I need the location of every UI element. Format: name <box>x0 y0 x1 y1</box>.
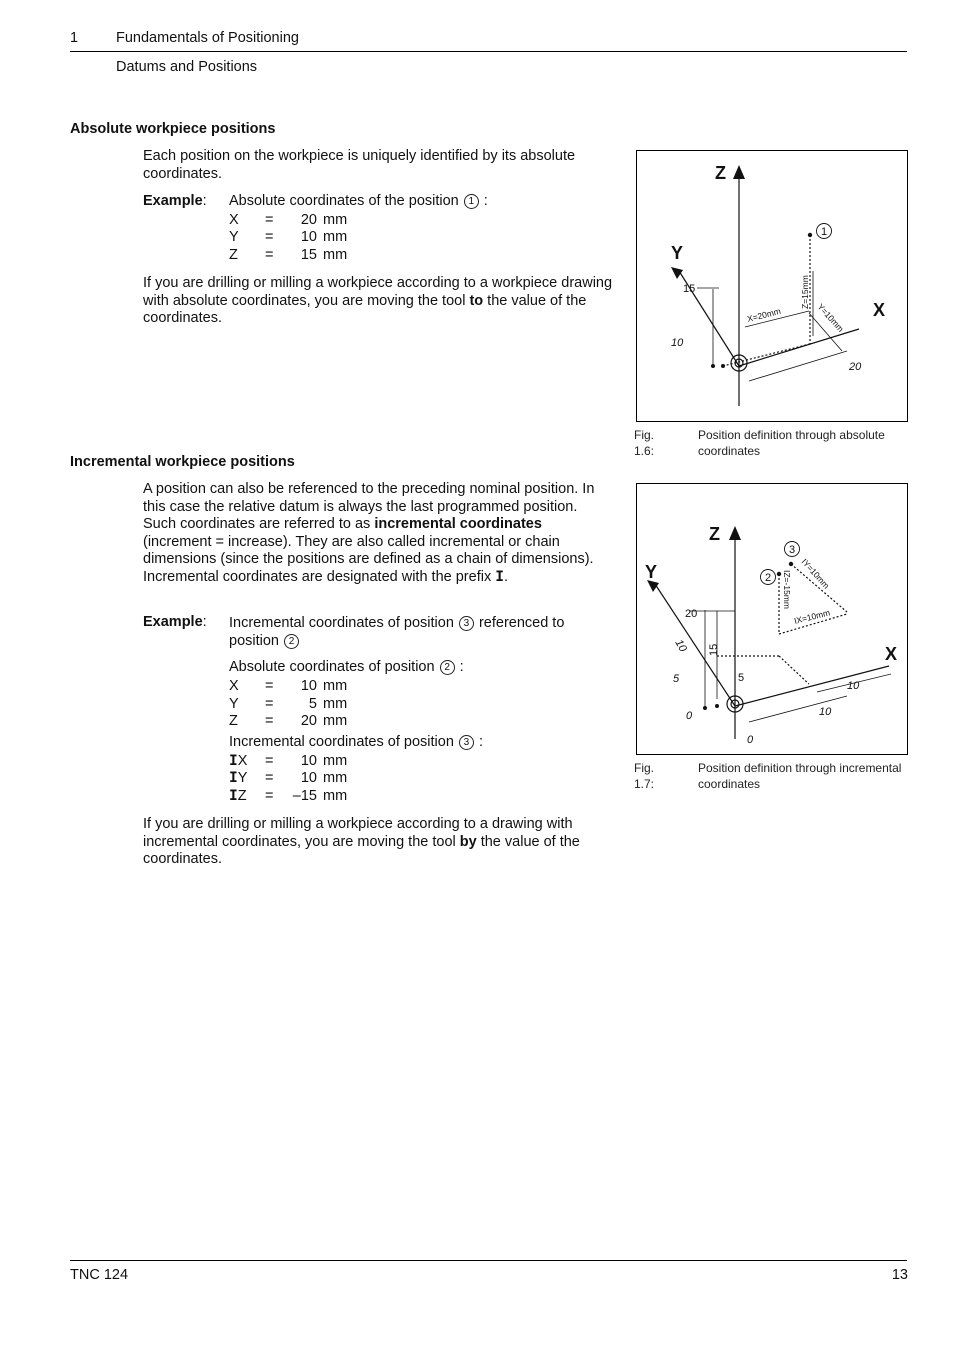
coord-unit: mm <box>323 713 348 729</box>
example-text: Incremental coordinates of position <box>229 615 454 631</box>
coord-axis: Y <box>237 770 248 786</box>
dim-iz: IZ=-15mm <box>782 570 792 609</box>
caption-text: Position definition through absolute coordinates <box>698 428 885 458</box>
page-number: 13 <box>891 1267 908 1283</box>
coord-eq: = <box>265 770 274 786</box>
coord-unit: mm <box>323 212 348 228</box>
intro-bold: incremental coordinates <box>374 516 542 532</box>
abs-coord-x <box>229 212 347 230</box>
axis-label-y: Y <box>671 243 684 263</box>
axis-label-x: X <box>873 300 886 320</box>
abs-label-text: Absolute coordinates of position <box>229 659 435 675</box>
tick-20: 20 <box>685 608 698 620</box>
coord-unit: mm <box>323 247 348 263</box>
position-ref: 2 <box>284 634 299 649</box>
dim-ix: IX=10mm <box>793 607 832 626</box>
caption-number: Fig. 1.7: <box>634 761 655 791</box>
chapter-number: 1 <box>70 30 79 46</box>
coord-axis: X <box>229 678 239 694</box>
axis-label-z: Z <box>715 163 726 183</box>
axis-label-y: Y <box>645 562 658 582</box>
coord-eq: = <box>265 713 274 729</box>
position-ref: 2 <box>440 660 455 675</box>
header-rule <box>70 51 907 52</box>
abs-coords-label: Absolute coordinates of position 2 : <box>229 659 464 675</box>
coord-value: 10 <box>300 770 317 786</box>
coord-axis: X <box>229 212 239 228</box>
inc-label-text: Incremental coordinates of position <box>229 734 454 750</box>
position-ref: 3 <box>459 616 474 631</box>
dim-z: Z=15mm <box>800 275 810 309</box>
incremental-prefix: I <box>229 788 238 804</box>
footer-product: TNC 124 <box>70 1267 129 1283</box>
outro-text: If you are drilling or milling a workpiece according to a drawing with incremental coordinates, you are moving the tool <box>143 816 573 850</box>
axis-label-x: X <box>885 644 898 664</box>
absolute-outro <box>143 275 613 328</box>
outro-bold: by <box>459 833 477 850</box>
point-2-label: 2 <box>764 572 772 584</box>
coord-unit: mm <box>323 696 348 712</box>
inc-coords-label: Incremental coordinates of position 3 : <box>229 734 483 750</box>
incremental-prefix: I <box>495 568 504 585</box>
abs-coord-z <box>229 247 347 265</box>
incremental-outro <box>143 816 613 869</box>
absolute-intro: Each position on the workpiece is uniquely identified by its absolute coordinates. <box>143 148 576 182</box>
caption-number: Fig. 1.6: <box>634 428 655 458</box>
coord-axis: Y <box>229 229 239 245</box>
coord-value: –15 <box>292 788 317 804</box>
coord-value: 10 <box>300 753 317 769</box>
dim-iy: IY=10mm <box>799 556 832 591</box>
figure-absolute-diagram <box>637 151 907 421</box>
section-title: Datums and Positions <box>116 59 258 75</box>
outro-text-end: the value of the coordinates. <box>143 292 587 326</box>
dim-x: X=20mm <box>746 305 782 324</box>
tick-20: 20 <box>849 361 862 373</box>
absolute-example-label: Example: <box>143 193 207 209</box>
position-ref: 1 <box>464 194 479 209</box>
coord-eq: = <box>265 696 274 712</box>
coord-eq: = <box>265 229 274 245</box>
intro-text-end: (increment = increase). They are also called incremental or chain dimensions (since the positions are defined as a chain of dimensions). Incremental coordinates are designated with the prefix <box>143 533 594 585</box>
example-text-b: referenced to position <box>229 615 565 649</box>
outro-text: If you are drilling or milling a workpiece according to a workpiece drawing with absolute coordinates, you are moving the tool <box>143 275 613 309</box>
coord-eq: = <box>265 247 274 263</box>
coord-unit: mm <box>323 229 348 245</box>
chapter-title: Fundamentals of Positioning <box>116 30 299 46</box>
coord-unit: mm <box>323 788 348 804</box>
coord-eq: = <box>265 212 274 228</box>
figure-absolute <box>636 150 908 422</box>
tick-10-x-a: 10 <box>847 680 860 692</box>
absolute-example-text: Absolute coordinates of the position 1 : <box>229 193 488 209</box>
figure-incremental <box>636 483 908 755</box>
coord-axis: Z <box>229 247 238 263</box>
example-label: Example <box>143 193 203 209</box>
point-3-label: 3 <box>788 544 796 556</box>
caption-text: Position definition through incremental coordinates <box>698 761 902 791</box>
coord-unit: mm <box>323 753 348 769</box>
coord-eq: = <box>265 788 274 804</box>
incremental-example-text <box>229 614 613 650</box>
incremental-heading: Incremental workpiece positions <box>70 454 295 470</box>
incremental-prefix: I <box>229 770 238 786</box>
coord-eq: = <box>265 753 274 769</box>
footer-rule <box>70 1260 907 1261</box>
coord-value: 10 <box>300 678 317 694</box>
position-ref: 3 <box>459 735 474 750</box>
coord-value: 20 <box>300 713 317 729</box>
point-1-label: 1 <box>820 226 828 238</box>
tick-0-a: 0 <box>686 710 693 722</box>
inc-abs-coord-y <box>229 696 347 714</box>
outro-text-end: the value of the coordinates. <box>143 833 580 867</box>
coord-axis: Z <box>237 788 247 804</box>
incremental-prefix: I <box>229 753 238 769</box>
coord-unit: mm <box>323 770 348 786</box>
example-text: Absolute coordinates of the position <box>229 193 459 209</box>
coord-value: 5 <box>308 696 317 712</box>
intro-text: A position can also be referenced to the preceding nominal position. In this case the relative datum is always the last programmed position. Such coordinates are referred to as <box>143 481 595 532</box>
example-label: Example <box>143 614 203 630</box>
coord-axis: Z <box>229 713 238 729</box>
tick-5-b: 5 <box>738 672 745 684</box>
inc-coord-y <box>229 770 347 788</box>
inc-coord-z <box>229 788 347 806</box>
dim-y: Y=10mm <box>815 301 846 334</box>
axis-label-z: Z <box>709 524 720 544</box>
tick-5-a: 5 <box>673 673 680 685</box>
coord-axis: X <box>237 753 248 769</box>
inc-abs-coord-x <box>229 678 347 696</box>
tick-15: 15 <box>683 283 696 295</box>
tick-10-y: 10 <box>672 637 689 655</box>
coord-value: 10 <box>300 229 317 245</box>
incremental-intro: A position can also be referenced to the preceding nominal position. In this case the relative datum is always the last programmed position. Such coordinates are referred to as incremental coordinates (increment = increase). They are also called incremental or chain dimensions (since the positions are defined as a chain of dimensions). Incremental coordinates are designated with the prefix I. <box>143 481 595 585</box>
figure-incremental-diagram <box>637 484 907 754</box>
tick-10: 10 <box>671 337 684 349</box>
outro-bold: to <box>469 292 484 309</box>
tick-0-b: 0 <box>747 734 754 746</box>
incremental-example-label: Example: <box>143 614 207 630</box>
tick-10-x-b: 10 <box>819 706 832 718</box>
abs-coord-y <box>229 229 347 247</box>
coord-axis: Y <box>229 696 239 712</box>
inc-abs-coord-z <box>229 713 347 731</box>
absolute-heading: Absolute workpiece positions <box>70 121 276 137</box>
coord-value: 15 <box>300 247 317 263</box>
inc-coord-x <box>229 753 347 771</box>
coord-eq: = <box>265 678 274 694</box>
tick-15: 15 <box>708 643 720 656</box>
coord-unit: mm <box>323 678 348 694</box>
coord-value: 20 <box>300 212 317 228</box>
